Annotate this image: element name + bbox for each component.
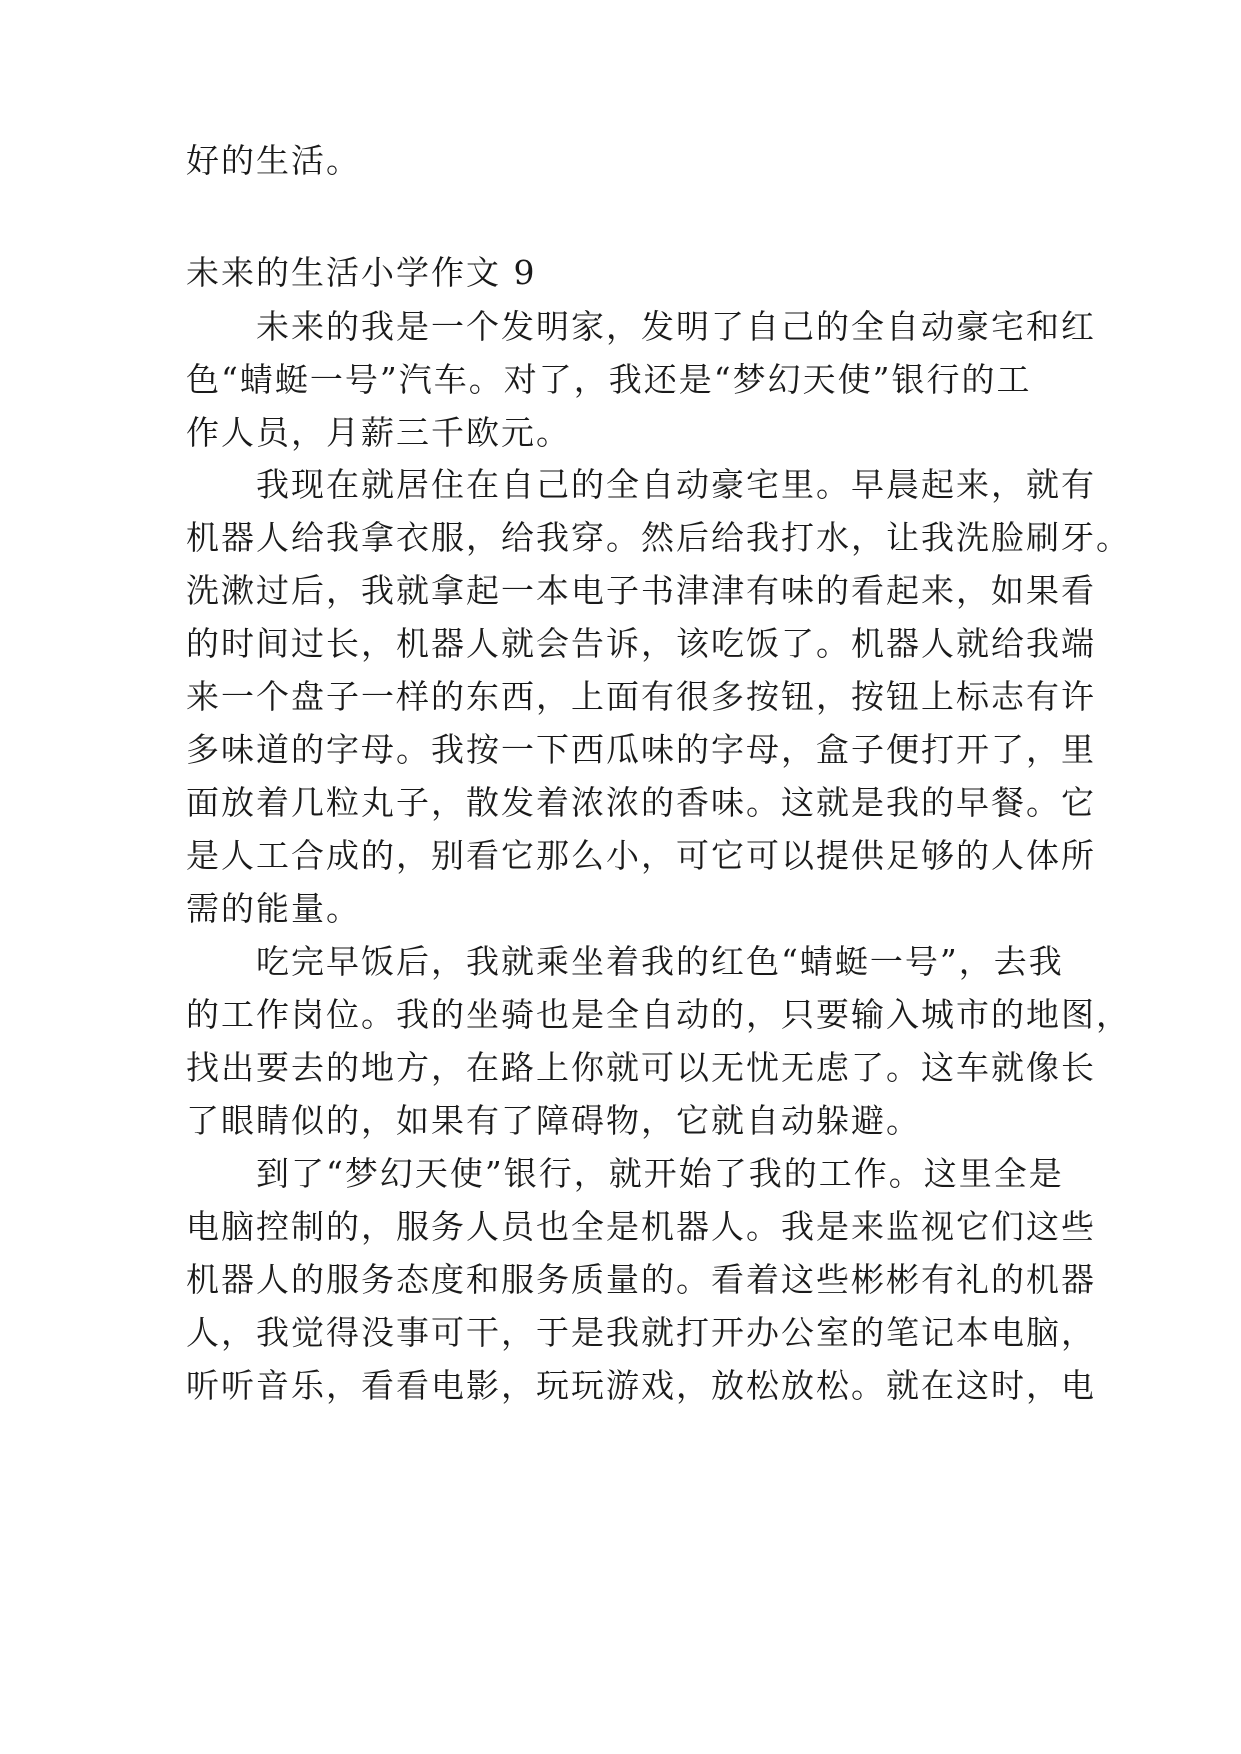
paragraph-2-line-3: 洗漱过后，我就拿起一本电子书津津有味的看起来，如果看: [186, 571, 1096, 610]
section-title: 未来的生活小学作文 9: [186, 253, 537, 292]
paragraph-1-line-3: 作人员，月薪三千欧元。: [186, 413, 571, 452]
paragraph-1-line-1: 未来的我是一个发明家，发明了自己的全自动豪宅和红: [256, 307, 1096, 346]
paragraph-2-line-5: 来一个盘子一样的东西，上面有很多按钮，按钮上标志有许: [186, 677, 1096, 716]
continuation-line: 好的生活。: [186, 141, 361, 180]
paragraph-2-line-1: 我现在就居住在自己的全自动豪宅里。早晨起来，就有: [256, 465, 1096, 504]
paragraph-2-line-7: 面放着几粒丸子，散发着浓浓的香味。这就是我的早餐。它: [186, 783, 1096, 822]
paragraph-4-line-5: 听听音乐，看看电影，玩玩游戏，放松放松。就在这时，电: [186, 1366, 1096, 1405]
paragraph-4-line-3: 机器人的服务态度和服务质量的。看着这些彬彬有礼的机器: [186, 1260, 1096, 1299]
paragraph-2-line-8: 是人工合成的，别看它那么小，可它可以提供足够的人体所: [186, 836, 1096, 875]
paragraph-2-line-6: 多味道的字母。我按一下西瓜味的字母，盒子便打开了，里: [186, 730, 1096, 769]
paragraph-2-line-2: 机器人给我拿衣服，给我穿。然后给我打水，让我洗脸刷牙。: [186, 518, 1131, 557]
paragraph-4-line-2: 电脑控制的，服务人员也全是机器人。我是来监视它们这些: [186, 1207, 1096, 1246]
paragraph-3-line-4: 了眼睛似的，如果有了障碍物，它就自动躲避。: [186, 1101, 921, 1140]
paragraph-4-line-1: 到了“梦幻天使”银行，就开始了我的工作。这里全是: [256, 1154, 1064, 1193]
paragraph-4-line-4: 人，我觉得没事可干，于是我就打开办公室的笔记本电脑，: [186, 1313, 1096, 1352]
paragraph-3-line-2: 的工作岗位。我的坐骑也是全自动的，只要输入城市的地图，: [186, 995, 1131, 1034]
paragraph-2-line-9: 需的能量。: [186, 889, 361, 928]
paragraph-1-line-2: 色“蜻蜓一号”汽车。对了，我还是“梦幻天使”银行的工: [186, 360, 1032, 399]
paragraph-2-line-4: 的时间过长，机器人就会告诉，该吃饭了。机器人就给我端: [186, 624, 1096, 663]
paragraph-3-line-3: 找出要去的地方，在路上你就可以无忧无虑了。这车就像长: [186, 1048, 1096, 1087]
paragraph-3-line-1: 吃完早饭后，我就乘坐着我的红色“蜻蜓一号”，去我: [256, 942, 1064, 981]
